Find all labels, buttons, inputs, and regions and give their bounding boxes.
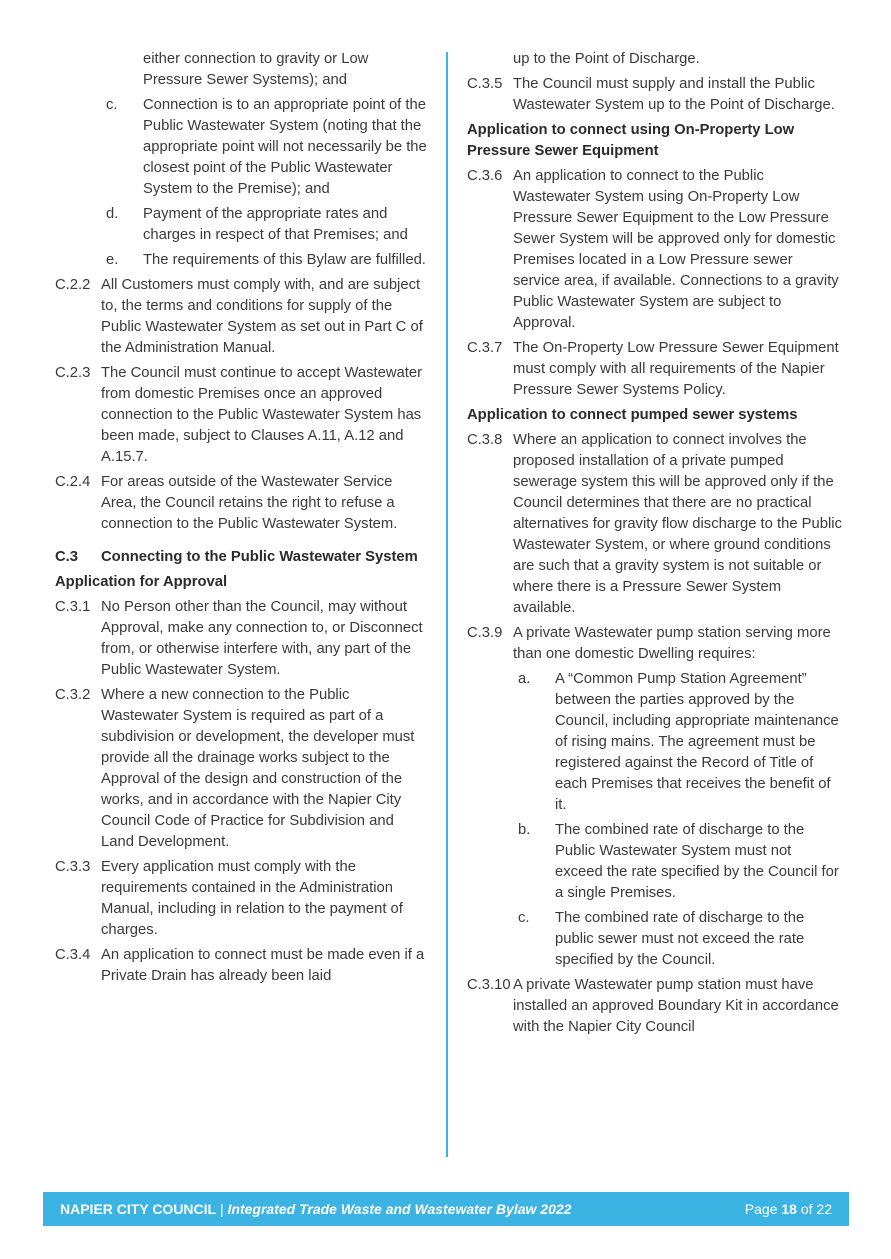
- clause-number: C.3.9: [467, 625, 503, 641]
- page-total: of 22: [796, 1201, 832, 1217]
- list-text: A “Common Pump Station Agreement” between the parties approved by the Council, including appropriate maintenance of rising mains. The agreement must be registered against the Record of Title of each Premises that receives the benefit of it.: [555, 671, 839, 813]
- list-label: d.: [106, 206, 119, 222]
- clause-text: The On-Property Low Pressure Sewer Equipment must comply with all requirements of the Napier Pressure Sewer Systems Policy.: [513, 340, 839, 398]
- section-title: Connecting to the Public Wastewater System: [101, 549, 418, 565]
- list-item-a: [467, 669, 842, 816]
- clause-number: C.3.7: [467, 340, 503, 356]
- list-label: c.: [106, 97, 118, 113]
- list-text: Connection is to an appropriate point of the Public Wastewater System (noting that the appropriate point will not necessarily be the closest point of the Public Wastewater System to the Premise); and: [143, 97, 427, 197]
- list-label: b.: [518, 822, 531, 838]
- clause-text: The Council must continue to accept Wastewater from domestic Premises once an approved connection to the Public Wastewater System has been made, subject to Clauses A.11, A.12 and A.15.7.: [101, 365, 423, 465]
- clause-text: A private Wastewater pump station must have installed an approved Boundary Kit in accordance with the Napier City Council: [513, 977, 839, 1035]
- clause-text: All Customers must comply with, and are subject to, the terms and conditions for supply of the Public Wastewater System as set out in Part C of the Administration Manual.: [101, 277, 423, 356]
- list-item-d: [55, 204, 430, 246]
- clause-text: An application to connect must be made even if a Private Drain has already been laid: [101, 947, 425, 984]
- clause-c-3-8: [467, 430, 842, 619]
- footer-separator: |: [216, 1201, 228, 1217]
- clause-text: No Person other than the Council, may without Approval, make any connection to, or Disconnect from, or otherwise interfere with, any part of the Public Wastewater System.: [101, 599, 423, 678]
- section-heading-c-3: [55, 547, 430, 568]
- clause-c-2-3: [55, 363, 430, 468]
- subheading-low-pressure-sewer: Application to connect using On-Property Low Pressure Sewer Equipment: [467, 122, 795, 159]
- subheading-application-for-approval: Application for Approval: [55, 574, 228, 590]
- column-divider: [446, 52, 448, 1157]
- clause-c-3-1: [55, 597, 430, 681]
- continued-text: either connection to gravity or Low Pressure Sewer Systems); and: [143, 51, 369, 88]
- clause-text: Where an application to connect involves the proposed installation of a private pumped sewerage system this will be approved only if the Council determines that there are no practical alternatives for gravity flow discharge to the Public Wastewater System, or where ground conditions are such that a gravity system is not suitable or where there is a Pressure Sewer System available.: [513, 432, 842, 616]
- clause-text: The Council must supply and install the Public Wastewater System up to the Point of Discharge.: [513, 76, 835, 113]
- clause-number: C.3.6: [467, 168, 503, 184]
- clause-number: C.2.2: [55, 277, 91, 293]
- clause-c-2-4: [55, 472, 430, 535]
- left-column: [55, 49, 430, 991]
- clause-number: C.3.10: [467, 977, 511, 993]
- page-number: [745, 1201, 832, 1217]
- list-text: Payment of the appropriate rates and charges in respect of that Premises; and: [143, 206, 408, 243]
- footer-document-title: Integrated Trade Waste and Wastewater Bylaw 2022: [227, 1201, 572, 1217]
- clause-text: Where a new connection to the Public Wastewater System is required as part of a subdivision or development, the developer must provide all the drainage works subject to the Approval of the design and construction of the works, and in accordance with the Napier City Council Code of Practice for Subdivision and Land Development.: [101, 687, 415, 850]
- list-text: The requirements of this Bylaw are fulfilled.: [143, 252, 426, 268]
- clause-number: C.3.5: [467, 76, 503, 92]
- clause-c-3-2: [55, 685, 430, 853]
- page-footer: [43, 1192, 849, 1226]
- page-prefix: Page: [744, 1201, 782, 1217]
- clause-text: A private Wastewater pump station serving more than one domestic Dwelling requires:: [513, 625, 831, 662]
- clause-c-3-7: [467, 338, 842, 401]
- clause-c-3-5: [467, 74, 842, 116]
- list-item-b: [467, 820, 842, 904]
- clause-number: C.3.8: [467, 432, 503, 448]
- clause-c-3-3: [55, 857, 430, 941]
- section-number: C.3: [55, 549, 79, 565]
- clause-c-3-10: [467, 975, 842, 1038]
- list-item-e: [55, 250, 430, 271]
- clause-number: C.3.3: [55, 859, 91, 875]
- clause-number: C.2.3: [55, 365, 91, 381]
- clause-number: C.3.2: [55, 687, 91, 703]
- clause-text: Every application must comply with the requirements contained in the Administration Manual, including in relation to the payment of charges.: [101, 859, 403, 938]
- clause-text: For areas outside of the Wastewater Service Area, the Council retains the right to refuse a connection to the Public Wastewater System.: [101, 474, 398, 532]
- clause-number: C.3.1: [55, 599, 91, 615]
- footer-organisation: NAPIER CITY COUNCIL: [60, 1201, 217, 1217]
- list-item-c: [467, 908, 842, 971]
- clause-text: An application to connect to the Public Wastewater System using On-Property Low Pressure Sewer Equipment to the Low Pressure Sewer System will be approved only for domestic Premises located in a Low Pressure sewer service area, if available. Connections to a gravity Public Wastewater System are subject to Approval.: [513, 168, 839, 331]
- list-label: c.: [518, 910, 530, 926]
- clause-c-3-9: [467, 623, 842, 665]
- list-label: a.: [518, 671, 531, 687]
- clause-number: C.3.4: [55, 947, 91, 963]
- right-column: [467, 49, 842, 1042]
- continued-text: up to the Point of Discharge.: [513, 51, 700, 67]
- list-text: The combined rate of discharge to the public sewer must not exceed the rate specified by the Council.: [555, 910, 805, 968]
- clause-c-3-6: [467, 166, 842, 334]
- clause-c-2-2: [55, 275, 430, 359]
- page-current: 18: [781, 1201, 797, 1217]
- footer-left: [60, 1201, 571, 1217]
- list-label: e.: [106, 252, 119, 268]
- list-text: The combined rate of discharge to the Public Wastewater System must not exceed the rate specified by the Council for a single Premises.: [555, 822, 839, 901]
- list-item-c: [55, 95, 430, 200]
- clause-number: C.2.4: [55, 474, 91, 490]
- subheading-pumped-sewer: Application to connect pumped sewer systems: [467, 407, 798, 423]
- clause-c-3-4: [55, 945, 430, 987]
